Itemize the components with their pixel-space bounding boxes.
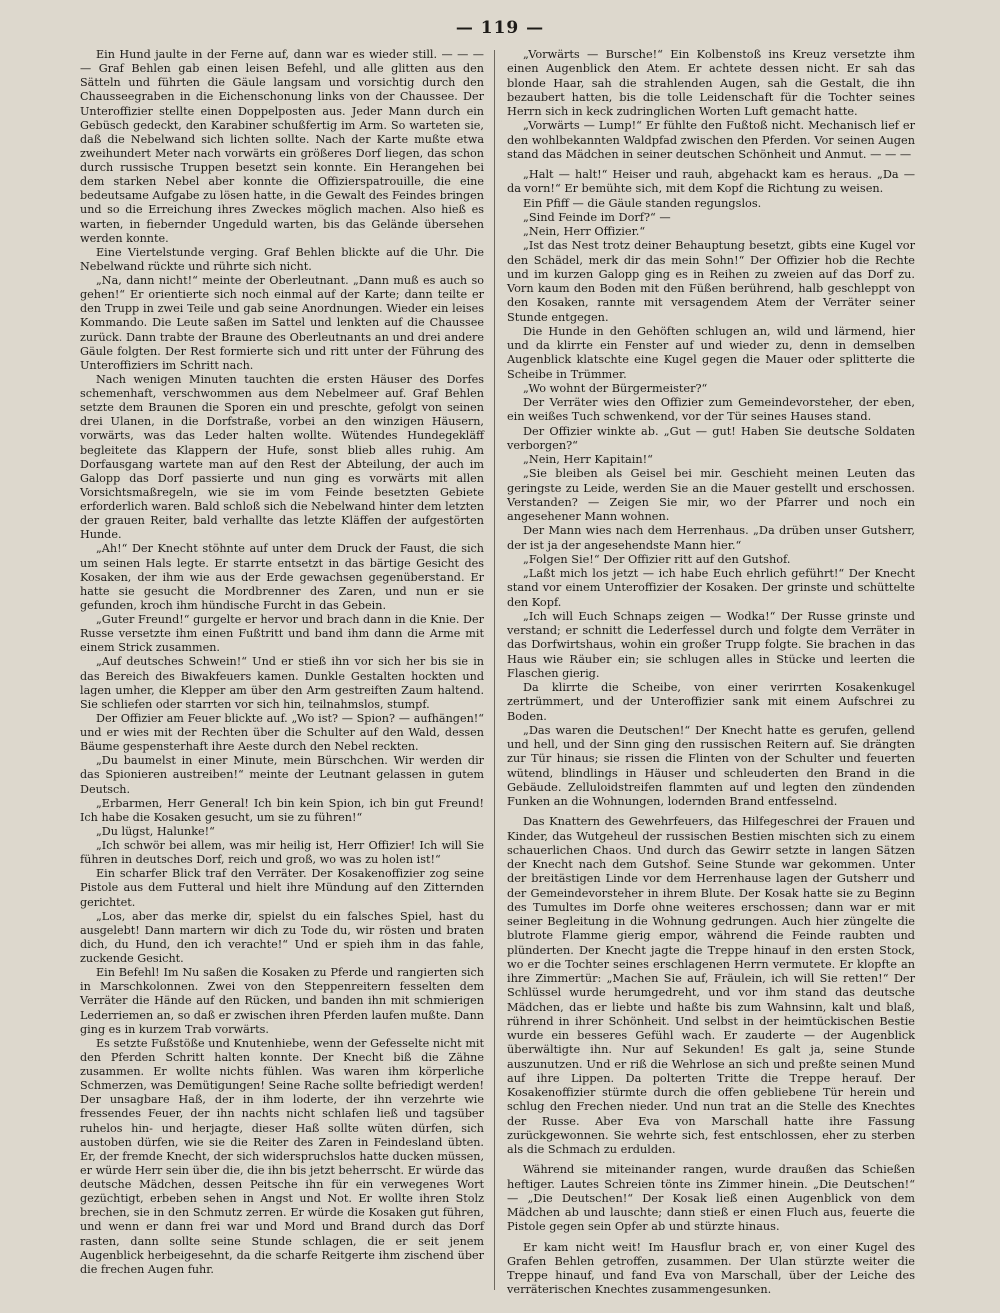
right-column [507,48,915,1298]
left-column [80,48,484,1277]
page-number: — 119 — [455,18,545,38]
paragraph: „Das waren die Deutschen!“ Der Knecht hatte es gerufen, gellend und hell, und der Sinn ging den russischen Reitern auf. Sie drängten zur Tür hinaus; sie rissen die Flinten von der Schulter und feuerten wütend, blindlings in Häuser und schleuderten den Brand in die Gebäude. Zelluloidstreifen flammten auf und legten den zündenden Funken an die Wohnungen, lodernden Brand entfesselnd. [507,723,915,808]
paragraph: „Ich will Euch Schnaps zeigen — Wodka!“ Der Russe grinste und verstand; er schnitt die Lederfessel durch und folgte dem Verräter in das Dorfwirtshaus, wohin ein großer Trupp folgte. Sie brachen in das Haus wie Räuber ein; sie schlugen alles in Stücke und leerten die Flaschen gierig. [507,609,915,680]
paragraph: Ein Befehl! Im Nu saßen die Kosaken zu Pferde und rangierten sich in Marschkolonnen. Zwei von den Steppenreitern fesselten dem Verräter die Hände auf den Rücken, und banden ihn mit schmierigen Lederriemen an, so daß er zwischen ihren Pferden laufen mußte. Dann ging es in kurzem Trab vorwärts. [80,966,485,1036]
paragraph: Die Hunde in den Gehöften schlugen an, wild und lärmend, hier und da klirrte ein Fenster auf und wieder zu, denn in demselben Augenblick klatschte eine Kugel gegen die Mauer oder splitterte die Scheibe in Trümmer. [507,324,915,381]
paragraph: „Halt — halt!“ Heiser und rauh, abgehackt kam es heraus. „Da — da vorn!“ Er bemühte sich, mit dem Kopf die Richtung zu weisen. [507,168,915,196]
paragraph: „Sind Feinde im Dorf?“ — [523,210,671,224]
paragraph: Der Verräter wies den Offizier zum Gemeindevorsteher, der eben, ein weißes Tuch schwenkend, vor der Tür seines Hauses stand. [507,396,915,424]
paragraph: „Nein, Herr Kapitain!“ [523,453,653,466]
paragraph: Das Knattern des Gewehrfeuers, das Hilfegeschrei der Frauen und Kinder, das Wutgeheul der russischen Bestien mischten sich zu einem schauerlichen Chaos. Und durch das Gewirr setzte in langen Sätzen der Knecht nach dem Gutshof. Seine Stunde war gekommen. Unter der breitästigen Linde vor dem Herrenhause lagen der Gutsherr und der Gemeindevorsteher in ihrem Blute. Der Kosak hatte sie zu Beginn des Tumultes im Dorfe ohne weiteres erschossen; dann war er mit seiner Begleitung in die Wohnung gedrungen. Auch hier züngelte die blutrote Flamme gierig empor, während die Feinde raubten und plünderten. Der Knecht jagte die Treppe hinauf in den ersten Stock, wo er die Tochter seines erschlagenen Herrn vermutete. Er klopfte an ihre Zimmertür: „Machen Sie auf, Fräulein, ich will Sie retten!“ Der Schlüssel wurde herumgedreht, und vor ihm stand das deutsche Mädchen, das er liebte und haßte bis zum Wahnsinn, kalt und blaß, rührend in ihrer Schönheit. Und selbst in der heimtückischen Bestie wurde ein besseres Gefühl wach. Er zauderte — der Augenblick überwältigte ihn. Nur auf Sekunden! Es galt ja, seine Stunde auszunutzen. Und er riß die Wehrlose an sich und preßte seinen Mund auf ihre Lippen. Da polterten Tritte die Treppe herauf. Der Kosakenoffizier stürmte durch die offen gebliebene Tür herein und schlug den Frechen nieder. Und nun trat an die Stelle des Knechtes der Russe. Aber Eva von Marschall hatte ihre Fassung zurückgewonnen. Sie wehrte sich, fest entschlossen, eher zu sterben als die Schmach zu erdulden. [507,815,915,1156]
paragraph: Der Mann wies nach dem Herrenhaus. „Da drüben unser Gutsherr, der ist ja der angesehendste Mann hier.“ [507,524,915,552]
paragraph: „Vorwärts — Bursche!“ Ein Kolbenstoß ins Kreuz versetzte ihm einen Augenblick den Atem. Er achtete dessen nicht. Er sah das blonde Haar, sah die strahlenden Augen, sah die Gestalt, die ihn bezaubert hatten, bis die tolle Leidenschaft für die Tochter seines Herrn sich in keck zudringlichen Worten Luft gemacht hatte. [507,48,915,118]
paragraph: Da klirrte die Scheibe, von einer verirrten Kosakenkugel zertrümmert, und der Unteroffizier sank mit einem Aufschrei zu Boden. [507,681,915,723]
paragraph: „Du baumelst in einer Minute, mein Bürschchen. Wir werden dir das Spionieren austreiben!“ meinte der Leutnant gelassen in gutem Deutsch. [80,754,484,796]
column-divider [494,50,495,1290]
paragraph: Es setzte Fußstöße und Knutenhiebe, wenn der Gefesselte nicht mit den Pferden Schritt halten konnte. Der Knecht biß die Zähne zusammen. Er wollte nichts fühlen. Was waren ihm körperliche Schmerzen, was Demütigungen! Seine Rache sollte befriedigt werden! Der unsagbare Haß, der in ihm loderte, der ihn verzehrte wie fressendes Feuer, der ihn nachts nicht schlafen ließ und tagsüber ruhelos hin- und herjagte, dieser Haß sollte wüten dürfen, sich austoben dürfen, wie sie die Reiter des Zaren in Feindesland übten. Er, der fremde Knecht, der sich widerspruchslos hatte ducken müssen, er würde Herr sein über die, die ihn bis jetzt beherrscht. Er würde das deutsche Mädchen, dessen Peitsche ihn für ein verwegenes Wort gezüchtigt, erbeben sehen in Angst und Not. Er wollte ihren Stolz brechen, sie in den Schmutz zerren. Er würde die Kosaken gut führen, und wenn er dann frei war und Mord und Brand durch das Dorf rasten, dann sollte seine Stunde schlagen, die er seit jenem Augenblick herbeigesehnt, da die scharfe Reitgerte ihm zischend über die frechen Augen fuhr. [80,1036,484,1276]
paragraph: „Ich schwör bei allem, was mir heilig ist, Herr Offizier! Ich will Sie führen in deutsches Dorf, reich und groß, wo was zu holen ist!“ [80,839,484,867]
paragraph: „Ist das Nest trotz deiner Behauptung besetzt, gibts eine Kugel vor den Schädel, merk dir das mein Sohn!“ Der Offizier hob die Rechte und im kurzen Galopp ging es in Reihen zu zweien auf das Dorf zu. Vorn kaum den Boden mit den Füßen berührend, halb geschleppt von den Kosaken, rannte mit versagendem Atem der Verräter seiner Stunde entgegen. [507,239,915,324]
paragraph: Ein Pfiff — die Gäule standen regungslos. [523,196,762,210]
paragraph: „Du lügst, Halunke!“ [96,824,215,838]
paragraph: Ein Hund jaulte in der Ferne auf, dann war es wieder still. — — — — Graf Behlen gab einen leisen Befehl, und alle glitten aus den Sätteln und führten die Gäule langsam und vorsichtig durch den Chausseegraben in die Eichenschonung links von der Chaussee. Der Unteroffizier stellte einen Doppelposten aus. Jeder Mann durch ein Gebüsch gedeckt, den Karabiner schußfertig im Arm. So warteten sie, daß die Nebelwand sich lichten sollte. Nach der Karte mußte etwa zweihundert Meter nach vorwärts ein größeres Dorf liegen, das schon durch russische Truppen besetzt sein konnte. Ein Herangehen bei dem starken Nebel aber konnte die Offizierspatrouille, die eine bedeutsame Aufgabe zu lösen hatte, in die Gewalt des Feindes bringen und so die Erreichung ihres Zweckes möglich machen. Also hieß es warten, in fiebernder Ungeduld warten, bis das Gelände übersehen werden konnte. [80,48,484,245]
paragraph: „Ah!“ Der Knecht stöhnte auf unter dem Druck der Faust, die sich um seinen Hals legte. Er starrte entsetzt in das bärtige Gesicht des Kosaken, der ihm wie aus der Erde gewachsen gegenüberstand. Er hatte sie gesucht die Mordbrenner des Zaren, und nun er sie gefunden, kroch ihm hündische Furcht in das Gebein. [80,542,484,612]
paragraph: „Los, aber das merke dir, spielst du ein falsches Spiel, hast du ausgelebt! Dann martern wir dich zu Tode du, wir rösten und braten dich, du Hund, den ich verachte!“ Und er spieh ihm in das fahle, zuckende Gesicht. [80,909,484,965]
paragraph: Während sie miteinander rangen, wurde draußen das Schießen heftiger. Lautes Schreien tönte ins Zimmer hinein. „Die Deutschen!“ — „Die Deutschen!“ Der Kosak ließ einen Augenblick von dem Mädchen ab und lauschte; dann stieß er einen Fluch aus, feuerte die Pistole gegen sein Opfer ab und stürzte hinaus. [507,1163,915,1234]
paragraph: Eine Viertelstunde verging. Graf Behlen blickte auf die Uhr. Die Nebelwand rückte und rührte sich nicht. [80,245,484,273]
paragraph: Nach wenigen Minuten tauchten die ersten Häuser des Dorfes schemenhaft, verschwommen aus dem Nebelmeer auf. Graf Behlen setzte dem Braunen die Sporen ein und preschte, gefolgt von seinen drei Ulanen, in die Dorfstraße, vorbei an den winzigen Häusern, vorwärts, was das Leder halten wollte. Wütendes Hundegekläff begleitete das Klappern der Hufe, sonst blieb alles ruhig. Am Dorfausgang wartete man auf den Rest der Abteilung, der auch im Galopp das Dorf passierte und nun ging es vorwärts mit allen Vorsichtsmaßregeln, wie sie im vom Feinde besetzten Gebiete erforderlich waren. Bald schloß sich die Nebelwand hinter dem letzten der grauen Reiter, bald verhallte das letzte Kläffen der aufgestörten Hunde. [80,372,484,542]
paragraph: Der Offizier winkte ab. „Gut — gut! Haben Sie deutsche Soldaten verborgen?“ [507,424,915,452]
paragraph: „Nein, Herr Offizier.“ [523,225,646,238]
paragraph: „Auf deutsches Schwein!“ Und er stieß ihn vor sich her bis sie in das Bereich des Biwakfeuers kamen. Dunkle Gestalten hockten und lagen umher, die Klepper am über den Arm gestreiften Zaum haltend. Sie schliefen oder starrten vor sich hin, teilnahmslos, stumpf. [80,655,484,711]
paragraph: Ein scharfer Blick traf den Verräter. Der Kosakenoffizier zog seine Pistole aus dem Futteral und hielt ihre Mündung auf den Zitternden gerichtet. [80,867,484,909]
paragraph: „Vorwärts — Lump!“ Er fühlte den Fußtoß nicht. Mechanisch lief er den wohlbekannten Waldpfad zwischen den Pferden. Vor seinen Augen stand das Mädchen in seiner deutschen Schönheit und Anmut. — — — [507,119,915,161]
paragraph: „Laßt mich los jetzt — ich habe Euch ehrlich geführt!“ Der Knecht stand vor einem Unteroffizier der Kosaken. Der grinste und schüttelte den Kopf. [507,567,915,609]
paragraph: „Guter Freund!“ gurgelte er hervor und brach dann in die Knie. Der Russe versetzte ihm einen Fußtritt und band ihm dann die Arme mit einem Strick zusammen. [80,613,484,655]
paragraph: Er kam nicht weit! Im Hausflur brach er, von einer Kugel des Grafen Behlen getroffen, zusammen. Der Ulan stürzte weiter die Treppe hinauf, und fand Eva von Marschall, über der Leiche des verräterischen Knechtes zusammengesunken. [507,1240,915,1297]
paragraph: „Na, dann nicht!“ meinte der Oberleutnant. „Dann muß es auch so gehen!“ Er orientierte sich noch einmal auf der Karte; dann teilte er den Trupp in zwei Teile und gab seine Anordnungen. Wieder ein leises Kommando. Die Leute saßen im Sattel und lenkten auf die Chaussee zurück. Dann trabte der Braune des Oberleutnants an und drei andere Gäule folgten. Der Rest formierte sich und ritt unter der Führung des Unteroffiziers im Schritt nach. [80,274,484,372]
paragraph: „Folgen Sie!“ Der Offizier ritt auf den Gutshof. [523,552,791,566]
paragraph: Der Offizier am Feuer blickte auf. „Wo ist? — Spion? — aufhängen!“ und er wies mit der Rechten über die Schulter auf den Wald, dessen Bäume gespensterhaft ihre Aeste durch den Nebel reckten. [80,711,484,754]
paragraph: „Erbarmen, Herr General! Ich bin kein Spion, ich bin gut Freund! Ich habe die Kosaken gesucht, um sie zu führen!“ [80,796,484,824]
paragraph: „Wo wohnt der Bürgermeister?“ [523,381,708,395]
paragraph: „Sie bleiben als Geisel bei mir. Geschieht meinen Leuten das geringste zu Leide, werden Sie an die Mauer gestellt und erschossen. Verstanden? — Zeigen Sie mir, wo der Pfarrer und noch ein angesehener Mann wohnen. [507,467,915,523]
